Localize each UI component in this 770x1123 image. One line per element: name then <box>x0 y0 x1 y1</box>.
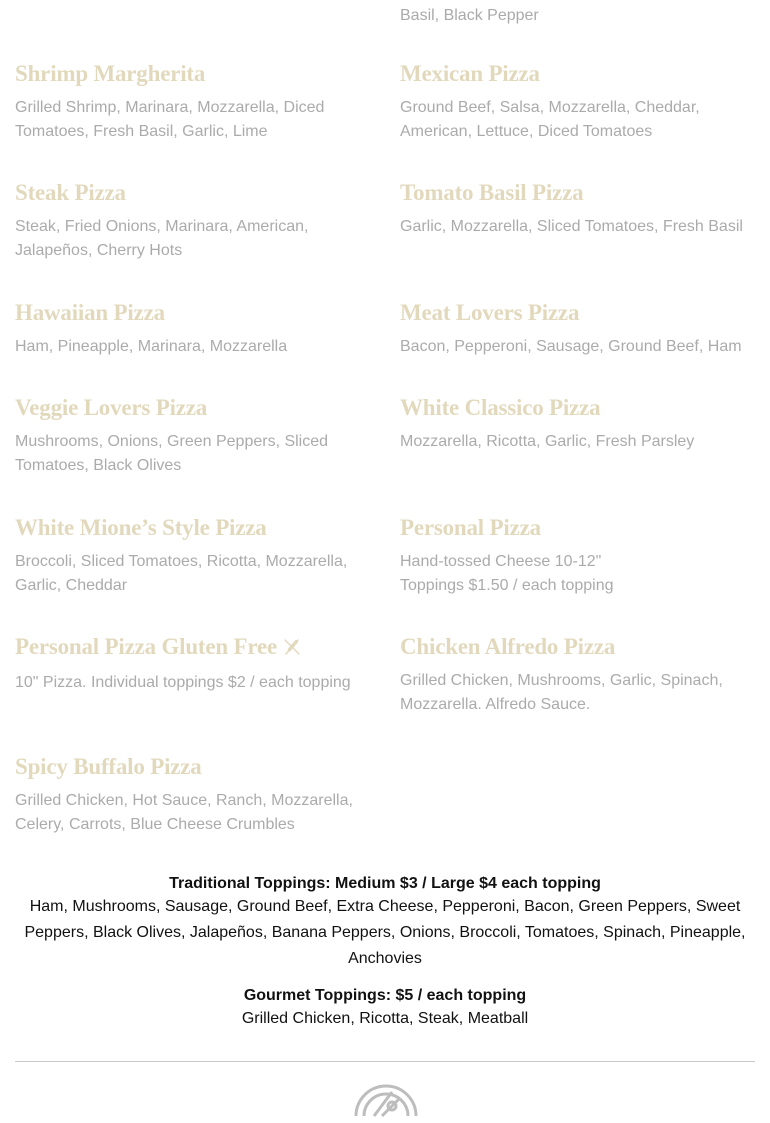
divider <box>15 1061 755 1062</box>
menu-item-personal-pizza-gluten-free <box>15 633 370 695</box>
menu-item-name: Steak Pizza <box>15 180 126 205</box>
traditional-toppings-list: Ham, Mushrooms, Sausage, Ground Beef, Extra Cheese, Pepperoni, Bacon, Green Peppers, Sweet Peppers, Black Olives, Jalapeños, Banana Peppers, Onions, Broccoli, Tomatoes, Spinach, Pineapple, Anchovies <box>24 898 746 967</box>
menu-item-tomato-basil-pizza <box>400 179 755 239</box>
menu-item-description: Grilled Shrimp, Marinara, Mozzarella, Diced Tomatoes, Fresh Basil, Garlic, Lime <box>15 99 325 140</box>
menu-item-description: Grilled Chicken, Mushrooms, Garlic, Spinach, Mozzarella. Alfredo Sauce. <box>400 672 723 713</box>
menu-item-meat-lovers-pizza <box>400 299 755 359</box>
menu-item-personal-pizza <box>400 514 755 598</box>
menu-item-description: 10" Pizza. Individual toppings $2 / each topping <box>15 673 351 691</box>
menu-item-white-classico-pizza <box>400 394 755 454</box>
menu-item-description-extra: Toppings $1.50 / each topping <box>400 577 614 594</box>
gourmet-toppings-heading: Gourmet Toppings: $5 / each topping <box>243 987 527 1004</box>
menu-item-description: Mozzarella, Ricotta, Garlic, Fresh Parsley <box>400 433 695 450</box>
menu-item-description: Steak, Fried Onions, Marinara, American, Jalapeños, Cherry Hots <box>15 218 309 259</box>
menu-item-name: Chicken Alfredo Pizza <box>400 634 616 659</box>
menu-item-hawaiian-pizza <box>15 299 370 359</box>
pizza-logo-icon <box>352 1078 420 1123</box>
menu-item-name: Veggie Lovers Pizza <box>15 395 208 420</box>
gourmet-toppings-list: Grilled Chicken, Ricotta, Steak, Meatball <box>241 1010 529 1027</box>
gluten-free-icon <box>283 635 301 663</box>
menu-item-name: Meat Lovers Pizza <box>400 300 580 325</box>
menu-item-description: Broccoli, Sliced Tomatoes, Ricotta, Mozzarella, Garlic, Cheddar <box>15 553 348 594</box>
menu-item-description: Garlic, Mozzarella, Sliced Tomatoes, Fresh Basil <box>400 218 743 235</box>
menu-item-veggie-lovers-pizza <box>15 394 370 478</box>
menu-item-spicy-buffalo-pizza <box>15 753 370 837</box>
menu-item-description: Grilled Chicken, Hot Sauce, Ranch, Mozzarella, Celery, Carrots, Blue Cheese Crumbles <box>15 792 353 833</box>
menu-item-description: Bacon, Pepperoni, Sausage, Ground Beef, Ham <box>400 338 742 355</box>
menu-item-description: Hand-tossed Cheese 10-12" <box>400 553 602 570</box>
menu-item-name: Personal Pizza Gluten Free <box>15 634 277 659</box>
menu-item-name: Mexican Pizza <box>400 61 540 86</box>
menu-item-name: Shrimp Margherita <box>15 61 206 86</box>
menu-item-description: Ground Beef, Salsa, Mozzarella, Cheddar, American, Lettuce, Diced Tomatoes <box>400 99 700 140</box>
previous-item-fragment: Basil, Black Pepper <box>400 7 539 24</box>
menu-item-name: Personal Pizza <box>400 515 541 540</box>
menu-item-name: White Classico Pizza <box>400 395 601 420</box>
menu-item-name: Tomato Basil Pizza <box>400 180 584 205</box>
menu-item-chicken-alfredo-pizza <box>400 633 755 717</box>
traditional-toppings-heading: Traditional Toppings: Medium $3 / Large $4 each topping <box>169 875 601 892</box>
menu-item-name-row <box>15 633 370 663</box>
menu-item-mexican-pizza <box>400 60 755 144</box>
menu-item-shrimp-margherita <box>15 60 370 144</box>
menu-item-name: Hawaiian Pizza <box>15 300 165 325</box>
menu-item-description: Ham, Pineapple, Marinara, Mozzarella <box>15 338 288 355</box>
menu-item-white-miones-style-pizza <box>15 514 370 598</box>
toppings-section <box>15 874 755 1032</box>
menu-item-name: White Mione’s Style Pizza <box>15 515 267 540</box>
menu-item-name: Spicy Buffalo Pizza <box>15 754 202 779</box>
menu-item-description: Mushrooms, Onions, Green Peppers, Sliced Tomatoes, Black Olives <box>15 433 329 474</box>
menu-item-steak-pizza <box>15 179 370 263</box>
